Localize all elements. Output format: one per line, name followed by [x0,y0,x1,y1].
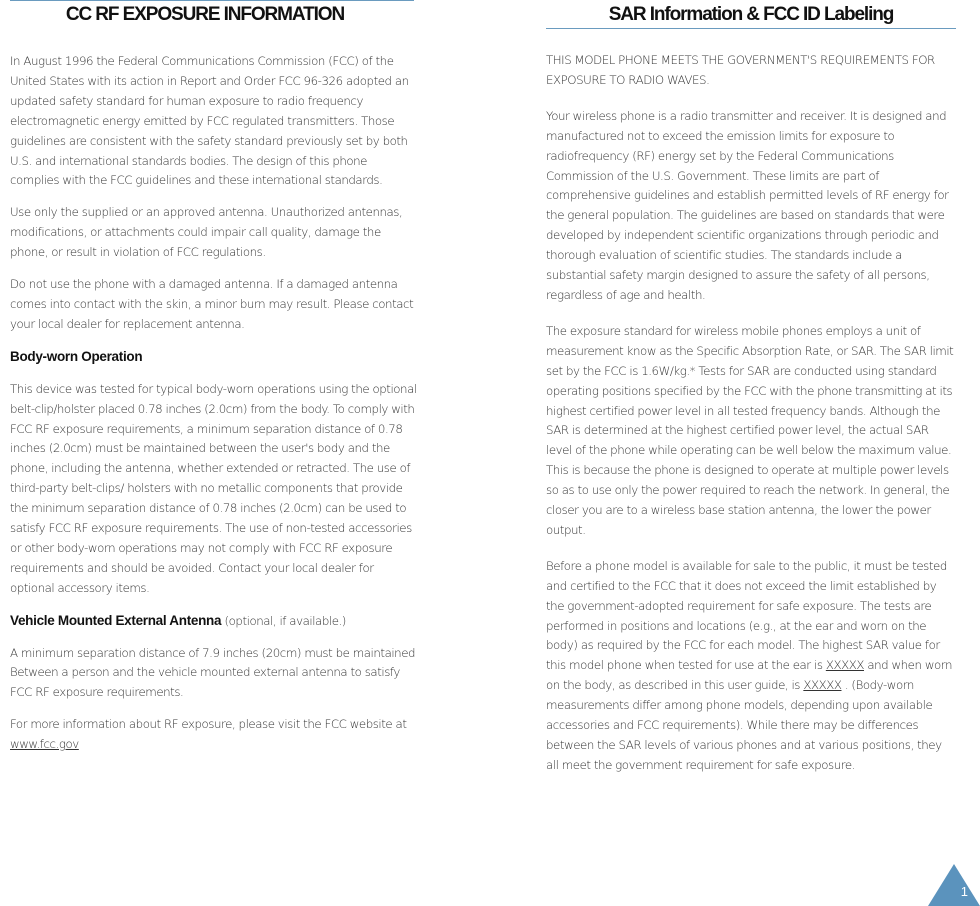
sar-values-text-c: . (Body-worn measurements differ among phone models, depending upon available accessories and FCC requirements). While there may be differences between the SAR levels of various phones and at various positions, they all meet the government requirement for safe exposure. [546,678,942,772]
model-meets-paragraph: THIS MODEL PHONE MEETS THE GOVERNMENT'S REQUIREMENTS FOR EXPOSURE TO RADIO WAVES. [546,53,935,87]
left-title-rule [10,0,414,1]
page-corner-triangle [928,864,980,906]
approved-antenna-paragraph: Use only the supplied or an approved antenna. Unauthorized antennas, modifications, or attachments could impair call quality, damage the phone, or result in violation of FCC regulations. [10,205,403,260]
sar-values-paragraph [546,557,956,776]
vehicle-antenna-paragraph: A minimum separation distance of 7.9 inches (20cm) must be maintained Between a person and the vehicle mounted external antenna to satisfy FCC RF exposure requirements. [10,645,416,700]
more-info-text: For more information about RF exposure, please visit the FCC website at [10,717,407,732]
rf-exposure-title: CC RF EXPOSURE INFORMATION [65,4,345,25]
sar-body [546,51,956,792]
rf-intro-paragraph: In August 1996 the Federal Communications Commission (FCC) of the United States with its action in Report and Order FCC 96-326 adopted an updated safety standard for human exposure to radio frequency electromagnetic energy emitted by FCC regulated transmitters. Those guidelines are consistent with the safety standard previously set by both U.S. and international standards bodies. The design of this phone complies with the FCC guidelines and these international standards. [10,54,409,188]
page-number: 1 [960,884,968,899]
fcc-website-link[interactable]: www.fcc.gov [10,737,79,752]
body-sar-value: XXXXX [803,678,842,693]
more-info-paragraph [10,715,418,755]
vehicle-heading [10,611,418,632]
body-worn-heading [10,347,418,368]
damaged-antenna-paragraph: Do not use the phone with a damaged antenna. If a damaged antenna comes into contact with the skin, a minor burn may result. Please contact your local dealer for replacement antenna. [10,277,414,331]
ear-sar-value: XXXXX [825,658,864,673]
right-title-rule [546,28,956,29]
sar-title: SAR Information & FCC ID Labeling [608,4,894,25]
vehicle-heading-text: Vehicle Mounted External Antenna [10,612,222,628]
wireless-phone-paragraph: Your wireless phone is a radio transmitter and receiver. It is designed and manufactured not to exceed the emission limits for exposure to radiofrequency (RF) energy set by the Federal Communications Commission of the U.S. Government. These limits are part of comprehensive guidelines and establish permitted levels of RF energy for the general population. The guidelines are based on standards that were developed by independent scientific organizations through periodic and thorough evaluation of scientific studies. The standards include a substantial safety margin designed to assure the safety of all persons, regardless of age and health. [546,108,949,302]
body-worn-heading-text: Body-worn Operation [10,348,143,364]
vehicle-heading-note: (optional, if available.) [224,613,346,628]
sar-values-text-b: and when worn on the body, as described in this user guide, is [546,658,953,693]
rf-exposure-body [10,52,418,767]
body-worn-paragraph: This device was tested for typical body-worn operations using the optional belt-clip/holster placed 0.78 inches (2.0cm) from the body. To comply with FCC RF exposure requirements, a minimum separation distance of 0.78 inches (2.0cm) must be maintained between the user's body and the phone, including the antenna, whether extended or retracted. The use of third-party belt-clips/ holsters with no metallic components that provide the minimum separation distance of 0.78 inches (2.0cm) can be used to satisfy FCC RF exposure requirements. The use of non-tested accessories or other body-worn operations may not comply with FCC RF exposure requirements and should be avoided. Contact your local dealer for optional accessory items. [10,381,417,595]
sar-values-text-a: Before a phone model is available for sale to the public, it must be tested and certified to the FCC that it does not exceed the limit established by the government-adopted requirement for safe exposure. The tests are performed in positions and locations (e.g., at the ear and worn on the body) as required by the FCC for each model. The highest SAR value for this model phone when tested for use at the ear is [546,558,947,673]
exposure-standard-paragraph: The exposure standard for wireless mobile phones employs a unit of measurement know as the Specific Absorption Rate, or SAR. The SAR limit set by the FCC is 1.6W/kg.* Tests for SAR are conducted using standard operating positions specified by the FCC with the phone transmitting at its highest certified power level in all tested frequency bands. Although the SAR is determined at the highest certified power level, the actual SAR level of the phone while operating can be well below the maximum value. This is because the phone is designed to operate at multiple power levels so as to use only the power required to reach the network. In general, the closer you are to a wireless base station antenna, the lower the power output. [546,323,954,537]
